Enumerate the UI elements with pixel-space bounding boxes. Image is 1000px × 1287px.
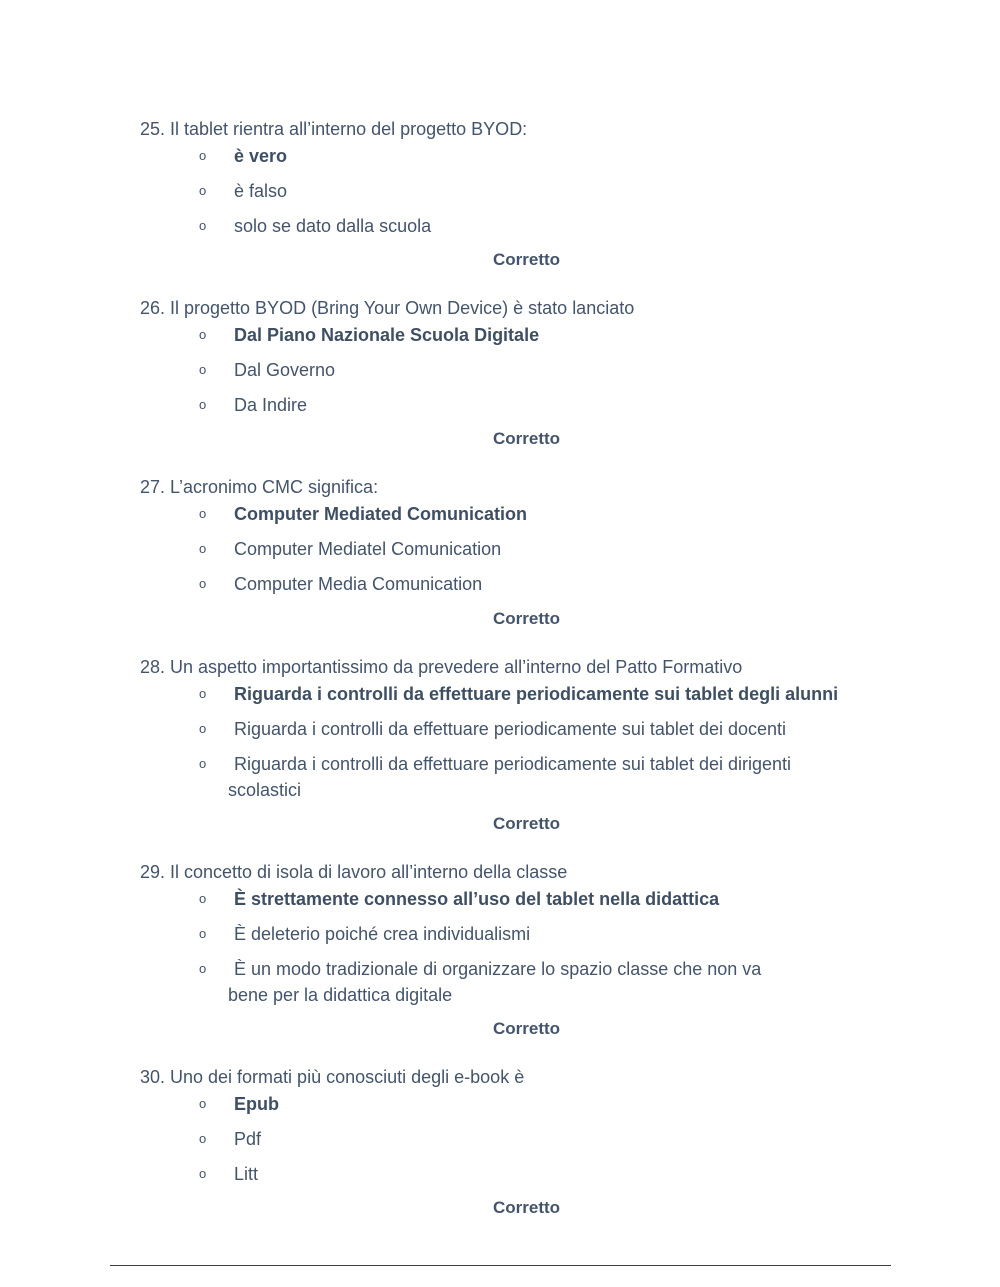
bullet-icon: o <box>199 506 207 521</box>
bullet-icon: o <box>199 961 207 976</box>
bullet-icon: o <box>199 397 207 412</box>
bullet-icon: o <box>199 1166 207 1181</box>
question-text: Il tablet rientra all’interno del progetto BYOD: <box>170 119 528 139</box>
answer-options <box>140 681 900 803</box>
question-number: 28. <box>140 657 166 677</box>
question-heading <box>140 1065 900 1089</box>
answer-option-correct: o Riguarda i controlli da effettuare periodicamente sui tablet degli alunni <box>140 681 900 707</box>
bullet-icon: o <box>199 148 207 163</box>
answer-option: o Riguarda i controlli da effettuare periodicamente sui tablet dei dirigenti scolastici <box>140 751 808 803</box>
result-status: Corretto <box>493 1019 561 1038</box>
bullet-icon: o <box>199 327 207 342</box>
question-26 <box>140 296 900 418</box>
question-number: 27. <box>140 477 166 497</box>
bullet-icon: o <box>199 183 207 198</box>
question-text: Il progetto BYOD (Bring Your Own Device) è stato lanciato <box>170 298 635 318</box>
answer-option: o Computer Media Comunication <box>140 571 900 597</box>
question-number: 29. <box>140 862 166 882</box>
question-text: L’acronimo CMC significa: <box>170 477 379 497</box>
answer-option-correct: o Epub <box>140 1091 900 1117</box>
answer-options <box>140 143 900 239</box>
result-status: Corretto <box>493 609 561 628</box>
bullet-icon: o <box>199 1131 207 1146</box>
answer-option-correct: o è vero <box>140 143 900 169</box>
question-27 <box>140 475 900 597</box>
question-heading <box>140 475 900 499</box>
question-28 <box>140 655 900 803</box>
question-heading <box>140 296 900 320</box>
answer-option-correct: o È strettamente connesso all’uso del tablet nella didattica <box>140 886 900 912</box>
answer-option: o È un modo tradizionale di organizzare lo spazio classe che non va bene per la didattica digitale <box>140 956 798 1008</box>
question-text: Uno dei formati più conosciuti degli e-book è <box>170 1067 525 1087</box>
question-heading <box>140 860 900 884</box>
bullet-icon: o <box>199 576 207 591</box>
answer-option: o Computer Mediatel Comunication <box>140 536 900 562</box>
answer-option-correct: o Dal Piano Nazionale Scuola Digitale <box>140 322 900 348</box>
answer-option: o è falso <box>140 178 900 204</box>
answer-options <box>140 322 900 418</box>
bullet-icon: o <box>199 721 207 736</box>
question-25 <box>140 117 900 239</box>
answer-option: o È deleterio poiché crea individualismi <box>140 921 900 947</box>
answer-option: o Pdf <box>140 1126 900 1152</box>
answer-option: o Dal Governo <box>140 357 900 383</box>
question-number: 26. <box>140 298 166 318</box>
answer-option-correct: o Computer Mediated Comunication <box>140 501 900 527</box>
question-text: Il concetto di isola di lavoro all’interno della classe <box>170 862 568 882</box>
bullet-icon: o <box>199 756 207 771</box>
footer-divider <box>110 1265 891 1266</box>
bullet-icon: o <box>199 218 207 233</box>
question-number: 30. <box>140 1067 166 1087</box>
answer-options <box>140 1091 900 1187</box>
answer-option: o Da Indire <box>140 392 900 418</box>
answer-option: o Litt <box>140 1161 900 1187</box>
bullet-icon: o <box>199 1096 207 1111</box>
bullet-icon: o <box>199 362 207 377</box>
result-status: Corretto <box>493 250 561 269</box>
question-heading <box>140 117 900 141</box>
bullet-icon: o <box>199 541 207 556</box>
answer-options <box>140 501 900 597</box>
answer-option: o Riguarda i controlli da effettuare periodicamente sui tablet dei docenti <box>140 716 900 742</box>
result-status: Corretto <box>493 814 561 833</box>
question-30 <box>140 1065 900 1187</box>
question-text: Un aspetto importantissimo da prevedere all’interno del Patto Formativo <box>170 657 743 677</box>
question-heading <box>140 655 900 679</box>
bullet-icon: o <box>199 686 207 701</box>
result-status: Corretto <box>493 1198 561 1217</box>
bullet-icon: o <box>199 926 207 941</box>
question-29 <box>140 860 900 1008</box>
answer-options <box>140 886 900 1008</box>
result-status: Corretto <box>493 429 561 448</box>
answer-option: o solo se dato dalla scuola <box>140 213 900 239</box>
bullet-icon: o <box>199 891 207 906</box>
question-number: 25. <box>140 119 166 139</box>
